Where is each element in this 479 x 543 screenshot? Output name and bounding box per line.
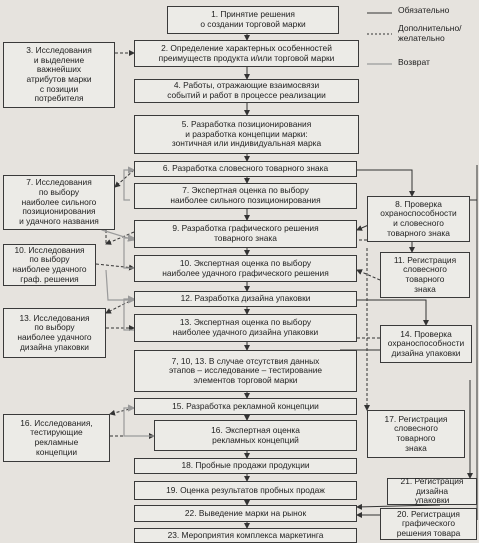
step-23 [134, 528, 357, 543]
step-18 [134, 458, 357, 474]
legend-lines [367, 13, 392, 64]
step-4-text: 4. Работы, отражающие взаимосвязи событий и работ в процессе реализации [167, 80, 326, 100]
step-23-text: 23. Мероприятия комплекса маркетинга [167, 529, 324, 540]
step-6-text: 6. Разработка словесного товарного знака [162, 163, 329, 174]
step-15-text: 15. Разработка рекламной концепции [172, 400, 319, 411]
step-19-text: 19. Оценка результатов пробных продаж [166, 484, 325, 495]
step-2-text: 2. Определение характерных особенностей преимуществ продукта и/или торговой марки [158, 42, 335, 63]
step-16-research [3, 414, 110, 462]
step-16 [154, 420, 357, 451]
step-13-text: 13. Экспертная оценка по выбору наиболее удачного дизайна упаковки [172, 317, 319, 337]
step-1 [167, 6, 339, 34]
step-12-text: 12. Разработка дизайна упаковки [180, 293, 311, 304]
step-8-text: 8. Проверка охраноспособности и словесного товарного знака [380, 198, 457, 238]
step-18-text: 18. Пробные продажи продукции [181, 460, 310, 471]
step-20-text: 20. Регистрация графического решения товара [396, 508, 461, 538]
step-17-text: 17. Регистрация словесного товарного знака [384, 413, 448, 453]
step-13 [134, 314, 357, 342]
step-13-research-text: 13. Исследования по выбору наиболее удачного дизайна упаковки [17, 312, 92, 352]
step-10 [134, 255, 357, 282]
right-optional-links [357, 240, 380, 410]
step-7-research-text: 7. Исследования по выбору наиболее сильного позиционирования и удачного названия [19, 177, 99, 226]
step-11-text: 11. Регистрация словесного товарного знака [393, 254, 457, 294]
step-14-text: 14. Проверка охраноспособности дизайна упаковки [387, 328, 465, 358]
step-21-text: 21. Регистрация дизайна упаковки [400, 476, 464, 506]
step-16-research-text: 16. Исследования, тестирующие рекламные концепции [20, 417, 93, 457]
step-16-text: 16. Экспертная оценка рекламных концепций [211, 424, 300, 445]
step-4 [134, 79, 359, 103]
legend-return: Возврат [398, 57, 430, 67]
step-9-text: 9. Разработка графического решения товарного знака [172, 223, 319, 243]
step-21 [387, 478, 477, 505]
step-7-research [3, 175, 115, 230]
step-5 [134, 115, 359, 154]
step-14 [380, 325, 472, 363]
step-9 [134, 220, 357, 248]
step-8 [367, 196, 470, 242]
step-15 [134, 398, 357, 415]
step-22 [134, 505, 357, 522]
step-7-text: 7. Экспертная оценка по выбору наиболее сильного позиционирования [170, 185, 321, 205]
step-7-10-13 [134, 350, 357, 392]
step-2 [134, 40, 359, 67]
step-1-text: 1. Принятие решения о создании торговой марки [200, 9, 306, 29]
step-11 [380, 252, 470, 298]
step-12 [134, 291, 357, 307]
step-17 [367, 410, 465, 458]
step-7-10-13-text: 7, 10, 13. В случае отсутствия данных этапов – исследование – тестирование элементов торговой марки [168, 355, 323, 385]
step-22-text: 22. Выведение марки на рынок [184, 507, 307, 518]
step-19 [134, 481, 357, 500]
step-6 [134, 161, 357, 177]
step-10-research [3, 244, 96, 286]
step-10-text: 10. Экспертная оценка по выбору наиболее удачного графического решения [162, 257, 329, 278]
legend-mandatory: Обязательно [398, 5, 450, 15]
step-3 [3, 42, 115, 108]
step-20 [380, 508, 477, 540]
legend-optional: Дополнительно/ желательно [398, 23, 462, 43]
step-5-text: 5. Разработка позиционирования и разработка концепции марки: зонтичная или индивидуальная марка [171, 119, 322, 149]
step-13-research [3, 308, 106, 358]
step-3-text: 3. Исследования и выделение важнейших атрибутов марки с позиции потребителя [26, 45, 92, 104]
step-7 [134, 183, 357, 209]
step-10-research-text: 10. Исследования по выбору наиболее удачного граф. решения [12, 244, 87, 284]
